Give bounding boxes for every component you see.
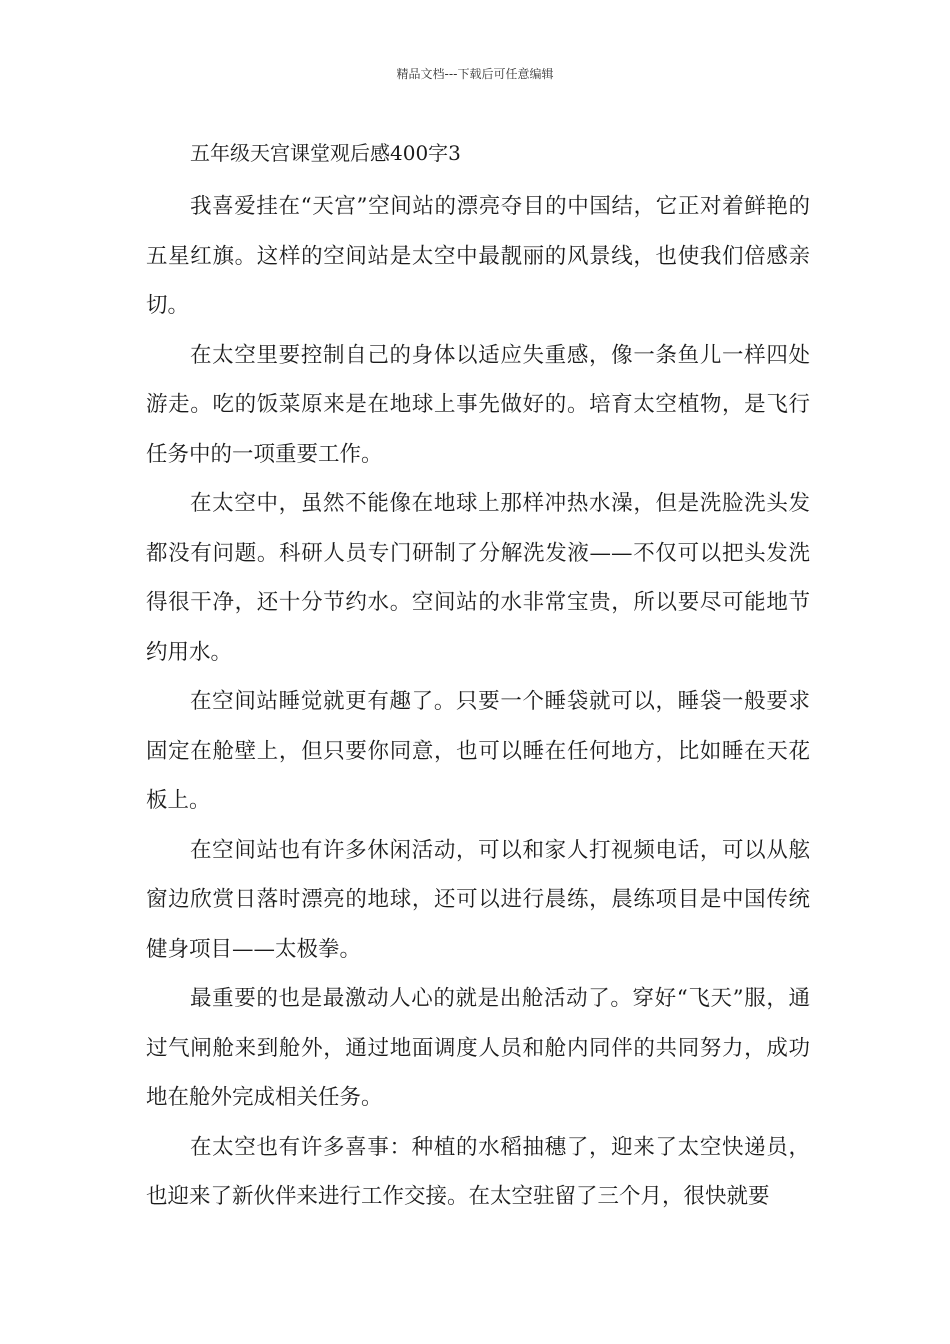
page-header: 精品文档---下载后可任意编辑 — [396, 67, 554, 81]
paragraph: 我喜爱挂在“天宫”空间站的漂亮夺目的中国结，它正对着鲜艳的五星红旗。这样的空间站是太空中最靓丽的风景线，也使我们倍感亲切。 — [146, 194, 810, 318]
document-body — [146, 182, 810, 1222]
paragraph: 在太空中，虽然不能像在地球上那样冲热水澡，但是洗脸洗头发都没有问题。科研人员专门研制了分解洗发液——不仅可以把头发洗得很干净，还十分节约水。空间站的水非常宝贵，所以要尽可能地节约用水。 — [146, 491, 810, 665]
paragraph: 最重要的也是最激动人心的就是出舱活动了。穿好“飞天”服，通过气闸舱来到舱外，通过地面调度人员和舱内同伴的共同努力，成功地在舱外完成相关任务。 — [146, 986, 810, 1110]
paragraph: 在太空里要控制自己的身体以适应失重感，像一条鱼儿一样四处游走。吃的饭菜原来是在地球上事先做好的。培育太空植物，是飞行任务中的一项重要工作。 — [146, 342, 810, 467]
document-title: 五年级天宫课堂观后感400字3 — [190, 141, 461, 165]
paragraph: 在空间站睡觉就更有趣了。只要一个睡袋就可以，睡袋一般要求固定在舱壁上，但只要你同意，也可以睡在任何地方，比如睡在天花板上。 — [146, 689, 810, 813]
paragraph: 在太空也有许多喜事：种植的水稻抽穗了，迎来了太空快递员，也迎来了新伙伴来进行工作交接。在太空驻留了三个月，很快就要 — [146, 1134, 810, 1209]
paragraph: 在空间站也有许多休闲活动，可以和家人打视频电话，可以从舷窗边欣赏日落时漂亮的地球，还可以进行晨练，晨练项目是中国传统健身项目——太极拳。 — [146, 837, 810, 962]
